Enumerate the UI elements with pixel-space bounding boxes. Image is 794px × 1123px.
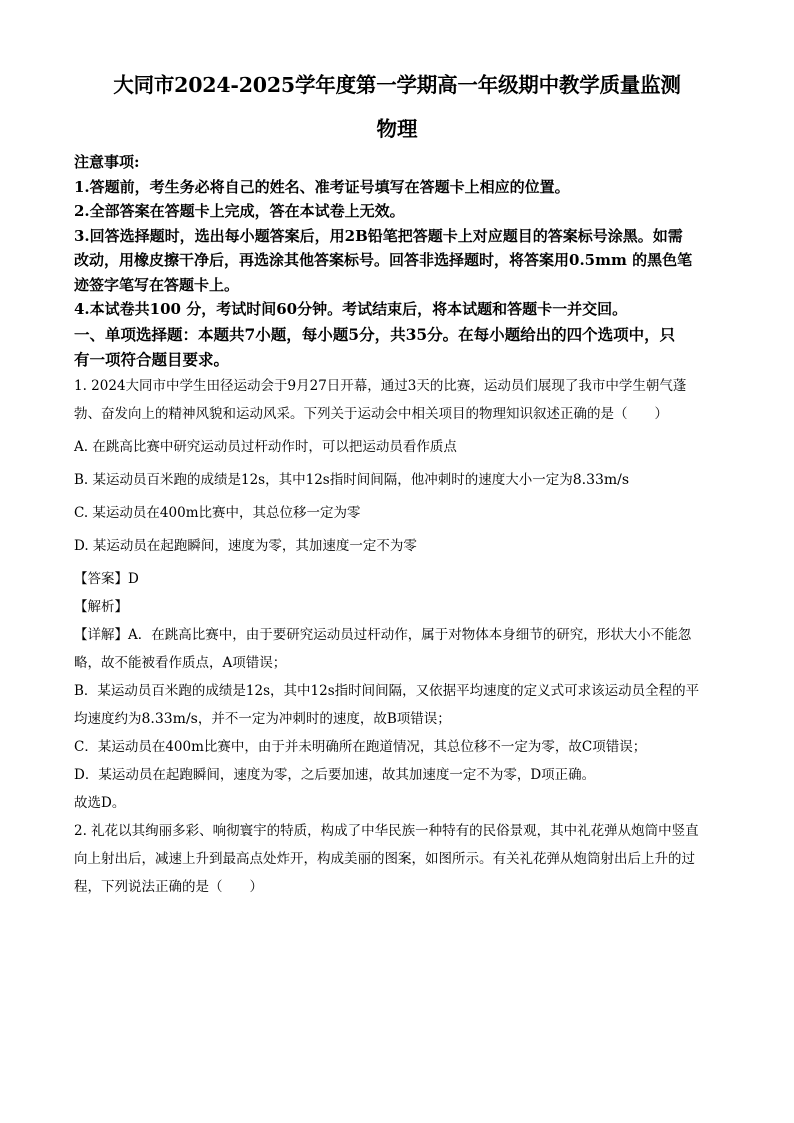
- detail-text: 略，故不能被看作质点，A项错误；: [74, 654, 287, 671]
- detail-b-post: ，并不一定为冲刺时的速度，故B项错误；: [197, 710, 451, 727]
- detail-text: 【详解】A．在跳高比赛中，由于要研究运动员过杆动作，属于对物体本身细节的研究，形状大小不能忽: [74, 626, 692, 643]
- notice-item: 改动，用橡皮擦干净后，再选涂其他答案标号。回答非选择题时，将答案用0.5mm 的黑色笔: [74, 251, 693, 269]
- detail-b-pre: 均速度约为: [74, 710, 142, 727]
- notice-item: 1.答题前，考生务必将自己的姓名、准考证号填写在答题卡上相应的位置。: [74, 177, 570, 196]
- question-2: [74, 817, 720, 901]
- option-b: [74, 470, 720, 490]
- section-heading: 一、单项选择题：本题共7小题，每小题5分，共35分。在每小题给出的四个选项中，只: [74, 324, 676, 344]
- subject-title: 物理: [376, 117, 418, 141]
- conclusion: 故选D。: [74, 794, 126, 811]
- option-c: C. 某运动员在400m比赛中，其总位移一定为零: [74, 504, 361, 521]
- answer-line: 【答案】D: [74, 570, 139, 587]
- question-stem: 1. 2024大同市中学生田径运动会于9月27日开幕，通过3天的比赛，运动员们展现了我市中学生朝气蓬: [74, 377, 687, 394]
- option-b-text: B. 某运动员百米跑的成绩是12s，其中12s指时间间隔，他冲刺时的速度大小一定为: [74, 471, 573, 488]
- question-stem: 向上射出后，减速上升到最高点处炸开，构成美丽的图案，如图所示。有关礼花弹从炮筒射出后上升的过: [74, 850, 695, 867]
- option-b-value: 8.33m/s: [572, 471, 630, 488]
- question-stem: 程，下列说法正确的是（ ）: [74, 878, 263, 895]
- option-a: A. 在跳高比赛中研究运动员过杆动作时，可以把运动员看作质点: [74, 438, 457, 455]
- question-1: [74, 372, 720, 817]
- exam-title: 大同市2024-2025学年度第一学期高一年级期中教学质量监测: [113, 73, 681, 97]
- analysis-label: 【解析】: [74, 598, 128, 615]
- detail-b-value: 8.33m/s: [141, 710, 198, 727]
- detail-text: C．某运动员在400m比赛中，由于并未明确所在跑道情况，其总位移不一定为零，故C项错误；: [74, 738, 647, 755]
- notice-heading: 注意事项:: [74, 153, 140, 171]
- detail-text: D．某运动员在起跑瞬间，速度为零，之后要加速，故其加速度一定不为零，D项正确。: [74, 766, 596, 783]
- notice-item: 迹签字笔写在答题卡上。: [74, 275, 240, 294]
- section-heading: 有一项符合题目要求。: [74, 349, 230, 369]
- detail-text: [74, 705, 720, 733]
- option-d: D. 某运动员在起跑瞬间，速度为零，其加速度一定不为零: [74, 537, 417, 554]
- question-stem: 勃、奋发向上的精神风貌和运动风采。下列关于运动会中相关项目的物理知识叙述正确的是（ ）: [74, 405, 668, 422]
- notice-block: [74, 150, 720, 322]
- question-stem: 2. 礼花以其绚丽多彩、响彻寰宇的特质，构成了中华民族一种特有的民俗景观，其中礼花弹从炮筒中竖直: [74, 822, 699, 839]
- notice-item: 3.回答选择题时，选出每小题答案后，用2B铅笔把答题卡上对应题目的答案标号涂黑。如需: [74, 226, 683, 245]
- detail-text: B．某运动员百米跑的成绩是12s，其中12s指时间间隔，又依据平均速度的定义式可求该运动员全程的平: [74, 682, 700, 699]
- notice-item: 4.本试卷共100 分，考试时间60分钟。考试结束后，将本试题和答题卡一并交回。: [74, 300, 628, 318]
- notice-item: 2.全部答案在答题卡上完成，答在本试卷上无效。: [74, 202, 405, 220]
